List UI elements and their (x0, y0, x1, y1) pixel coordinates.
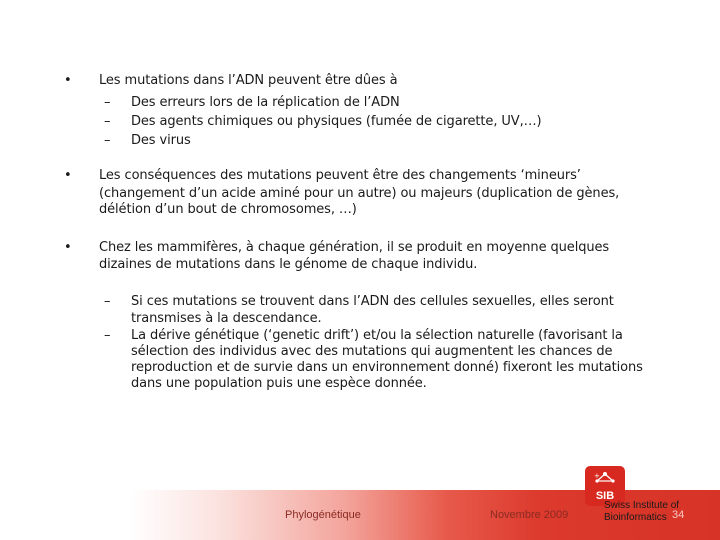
sub-dash: – (104, 294, 111, 309)
bullet-1-sub-3: Des virus (131, 133, 191, 148)
bullet-3-line-1: Chez les mammifères, à chaque génération, il se produit en moyenne quelques (99, 240, 610, 255)
sub-3a-line-2: transmises à la descendance. (131, 311, 322, 326)
logo-word: SIB (595, 490, 615, 502)
sub-3a-line-1: Si ces mutations se trouvent dans l’ADN des cellules sexuelles, elles seront (131, 294, 614, 309)
bullet-2-line-2: (changement d’un acide aminé pour un autre) ou majeurs (duplication de gènes, (99, 186, 620, 201)
svg-text:+: + (594, 472, 600, 480)
bullet-marker: • (64, 240, 72, 255)
sub-dash: – (104, 114, 111, 129)
sub-3b-line-1: La dérive génétique (‘genetic drift’) et/ou la sélection naturelle (favorisant la (131, 328, 623, 343)
bullet-1-sub-2: Des agents chimiques ou physiques (fumée de cigarette, UV,…) (131, 114, 542, 129)
org-name (604, 500, 679, 524)
bullet-marker: • (64, 73, 72, 88)
footer-date: Novembre 2009 (490, 509, 569, 521)
bullet-2-line-1: Les conséquences des mutations peuvent être des changements ‘mineurs’ (99, 168, 581, 183)
bullet-marker: • (64, 168, 72, 183)
bullet-3-line-2: dizaines de mutations dans le génome de chaque individu. (99, 257, 478, 272)
page-number: 34 (672, 509, 685, 521)
sub-dash: – (104, 328, 111, 343)
sub-dash: – (104, 133, 111, 148)
footer-title: Phylogénétique (285, 509, 361, 521)
bullet-1-text: Les mutations dans l’ADN peuvent être dûes à (99, 73, 398, 88)
bullet-2-line-3: délétion d’un bout de chromosomes, …) (99, 202, 357, 217)
org-name-line-2: Bioinformatics (604, 512, 667, 523)
sub-3b-line-3: reproduction et de survie dans un environnement donné) fixeront les mutations (131, 360, 643, 375)
sub-3b-line-2: sélection des individus avec des mutations qui augmentent les chances de (131, 344, 613, 359)
bullet-1-sub-1: Des erreurs lors de la réplication de l’ADN (131, 95, 400, 110)
sub-3b-line-4: dans une population puis une espèce donnée. (131, 376, 427, 391)
sub-dash: – (104, 95, 111, 110)
org-name-line-1: Swiss Institute of (604, 500, 680, 511)
